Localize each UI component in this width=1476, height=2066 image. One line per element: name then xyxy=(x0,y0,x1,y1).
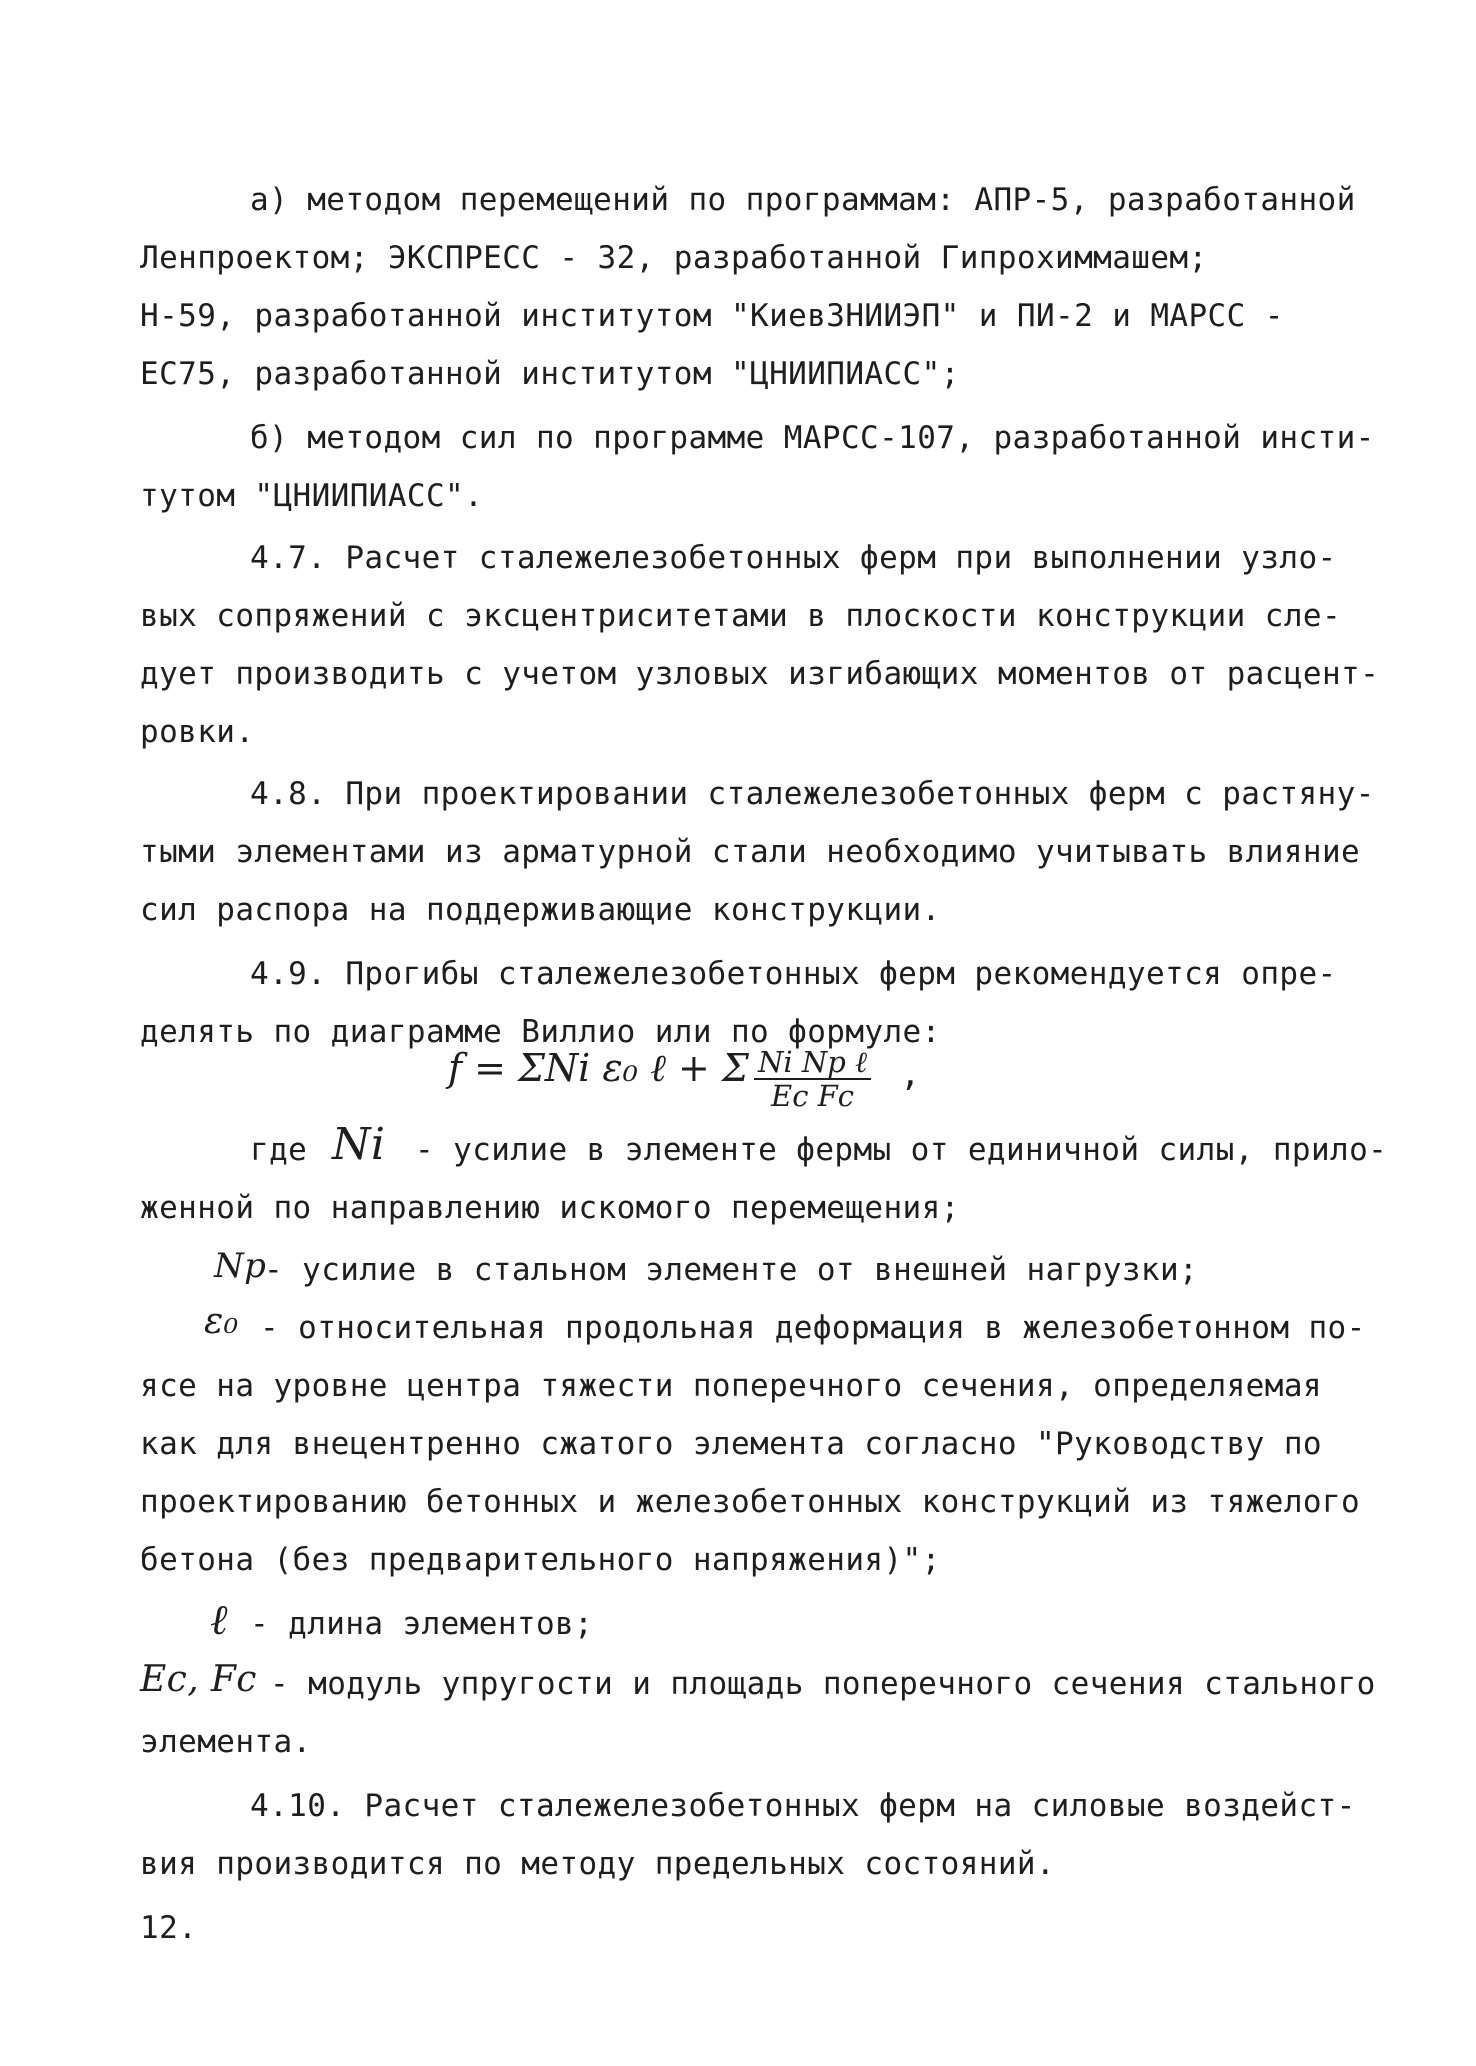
text-line: - усилие в элементе фермы от единичной силы, прило- xyxy=(415,1132,1388,1168)
text-line: Н-59, разработанной институтом "КиевЗНИИЭП" и ПИ-2 и МАРСС - xyxy=(140,298,1284,334)
text-line: а) методом перемещений по программам: АПР-5, разработанной xyxy=(250,182,1356,218)
text-line: тыми элементами из арматурной стали необходимо учитывать влияние xyxy=(140,834,1361,870)
symbol-np: Nр xyxy=(214,1246,267,1286)
text-line: 4.8. При проектировании сталежелезобетонных ферм с растяну- xyxy=(250,776,1375,812)
text-line: тутом "ЦНИИПИАСС". xyxy=(140,478,484,514)
formula-main: f = ΣNi ε₀ ℓ + Σ xyxy=(448,1046,749,1090)
text-line: элемента. xyxy=(140,1724,312,1760)
text-line: как для внецентренно сжатого элемента согласно "Руководству по xyxy=(140,1426,1322,1462)
text-line: ясе на уровне центра тяжести поперечного сечения, определяемая xyxy=(140,1368,1322,1404)
text-line: - модуль упругости и площадь поперечного сечения стального xyxy=(270,1666,1376,1702)
text-line: ровки. xyxy=(140,714,255,750)
text-line: женной по направлению искомого перемещения; xyxy=(140,1190,960,1226)
formula-denominator: Eс Fс xyxy=(771,1079,855,1113)
text-line: проектированию бетонных и железобетонных конструкций из тяжелого xyxy=(140,1484,1361,1520)
text-line: дует производить с учетом узловых изгибающих моментов от расцент- xyxy=(140,656,1380,692)
text-line: сил распора на поддерживающие конструкции. xyxy=(140,892,941,928)
text-line: делять по диаграмме Виллио или по формуле: xyxy=(140,1014,941,1050)
symbol-eps0: ε₀ xyxy=(204,1301,239,1342)
text-line: 4.9. Прогибы сталежелезобетонных ферм рекомендуется опре- xyxy=(250,956,1337,992)
symbol-l: ℓ xyxy=(210,1595,228,1644)
text-line: - относительная продольная деформация в железобетонном по- xyxy=(260,1310,1366,1346)
text-line: 4.7. Расчет сталежелезобетонных ферм при выполнении узло- xyxy=(250,540,1337,576)
text-line: вия производится по методу предельных состояний. xyxy=(140,1846,1056,1882)
text-line: - усилие в стальном элементе от внешней нагрузки; xyxy=(264,1252,1199,1288)
text-line: 4.10. Расчет сталежелезобетонных ферм на силовые воздейст- xyxy=(250,1788,1356,1824)
formula-fraction xyxy=(754,1046,871,1112)
text-line: ЕС75, разработанной институтом "ЦНИИПИАСС"; xyxy=(140,356,960,392)
text-line: бетона (без предварительного напряжения)"; xyxy=(140,1542,941,1578)
symbol-ec-fc: Eс, Fс xyxy=(140,1659,257,1700)
symbol-ni: Ni xyxy=(332,1119,386,1170)
text-line: б) методом сил по программе МАРСС-107, разработанной инсти- xyxy=(250,420,1375,456)
page-number: 12. xyxy=(140,1910,198,1946)
deflection-formula xyxy=(448,1046,749,1091)
text-line: Ленпроектом; ЭКСПРЕСС - 32, разработанной Гипрохиммашем; xyxy=(140,240,1208,276)
text-line: вых сопряжений с эксцентриситетами в плоскости конструкции сле- xyxy=(140,598,1342,634)
formula-numerator: Ni Nр ℓ xyxy=(754,1046,871,1080)
where-word: где xyxy=(250,1132,308,1168)
formula-comma: , xyxy=(900,1054,921,1094)
text-line: - длина элементов; xyxy=(250,1606,594,1642)
